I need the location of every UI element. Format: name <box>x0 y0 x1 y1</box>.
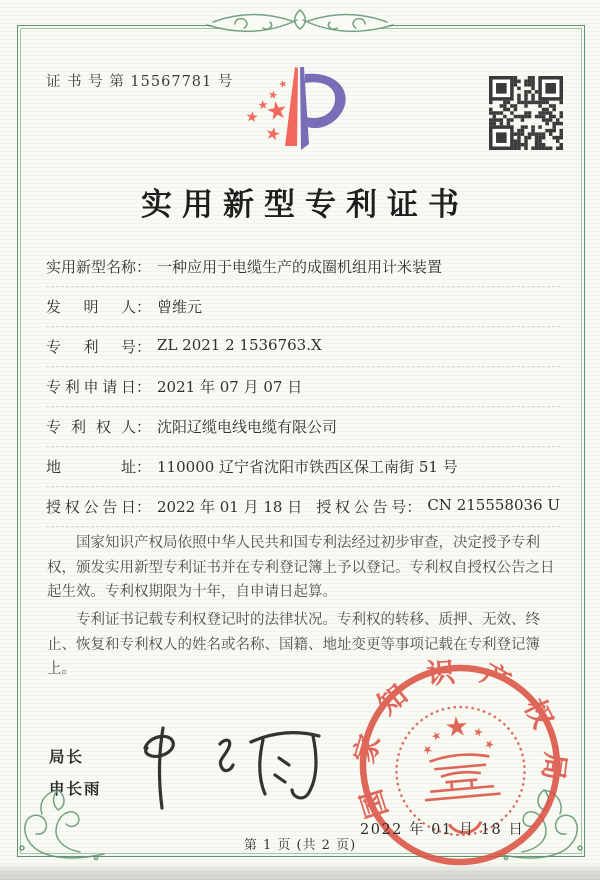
field-label: 专利号 <box>46 338 136 356</box>
body-paragraph-1: 国家知识产权局依照中华人民共和国专利法经过初步审查，决定授予专利权，颁发实用新型专利证书并在专利登记簿上予以登记。专利权自授权公告之日起生效。专利权期限为十年，自申请日起算。 <box>47 535 555 601</box>
grant-date-label: 授权公告日 <box>46 498 136 516</box>
field-label: 专利申请日 <box>46 378 136 396</box>
certificate-title: 实用新型专利证书 <box>141 187 469 223</box>
corner-flourish-left-icon <box>8 786 108 866</box>
field-colon: ： <box>406 498 422 516</box>
field-row-patent-no <box>46 327 560 367</box>
field-colon: ： <box>136 378 152 396</box>
field-row-filing-date <box>46 367 560 407</box>
field-value: ZL 2021 2 1536763.X <box>157 336 322 354</box>
grant-number-value: CN 215558036 U <box>427 496 560 514</box>
qr-code <box>489 76 563 150</box>
commissioner-title: 局长 <box>49 747 85 766</box>
field-row-address <box>46 447 560 487</box>
field-row-inventor <box>46 287 560 327</box>
field-colon: ： <box>136 258 152 276</box>
grant-date-value: 2022 年 01 月 18 日 <box>157 498 303 516</box>
field-value: 2021 年 07 月 07 日 <box>157 378 303 396</box>
field-row-patentee <box>46 407 560 447</box>
logo-bowl-icon <box>305 74 346 128</box>
field-colon: ： <box>136 418 152 436</box>
body-paragraph-2: 专利证书记载专利权登记时的法律状况。专利权的转移、质押、无效、终止、恢复和专利权人的姓名或名称、国籍、地址变更等事项记载在专利登记簿上。 <box>47 611 540 678</box>
cnipa-logo-icon <box>238 62 362 166</box>
seal-date: 2022 年 01 月 18 日 <box>360 822 525 838</box>
field-label: 实用新型名称 <box>46 258 137 276</box>
field-label: 地址 <box>46 458 136 476</box>
field-value: 沈阳辽缆电线电缆有限公司 <box>157 418 338 436</box>
field-label: 专利权人 <box>46 418 136 436</box>
patent-fields <box>46 247 560 527</box>
logo-triangle-icon <box>285 67 298 146</box>
certificate-number: 证 书 号 第 15567781 号 <box>46 74 234 90</box>
field-label: 发明人 <box>46 298 136 316</box>
signature-icon <box>125 718 335 813</box>
field-colon: ： <box>136 458 152 476</box>
commissioner-name: 申长雨 <box>49 778 102 798</box>
field-row-name <box>46 247 560 287</box>
logo-stars-icon <box>246 79 288 141</box>
field-colon: ： <box>136 298 152 316</box>
field-row-grant <box>46 487 560 527</box>
seal-ring-text: 国家知识产权局 <box>347 653 573 823</box>
field-colon: ： <box>136 498 152 516</box>
field-colon: ： <box>136 338 152 356</box>
grant-number-label: 授权公告号 <box>316 498 407 516</box>
top-ornament-icon <box>205 2 395 36</box>
field-value: 110000 辽宁省沈阳市铁西区保工南街 51 号 <box>157 458 458 476</box>
photo-bottom-shadow <box>0 863 600 880</box>
field-value: 一种应用于电缆生产的成圈机组用计米装置 <box>157 258 443 276</box>
page-footer: 第 1 页 (共 2 页) <box>243 838 357 853</box>
official-seal-icon <box>343 648 577 880</box>
field-value: 曾维元 <box>157 298 203 316</box>
